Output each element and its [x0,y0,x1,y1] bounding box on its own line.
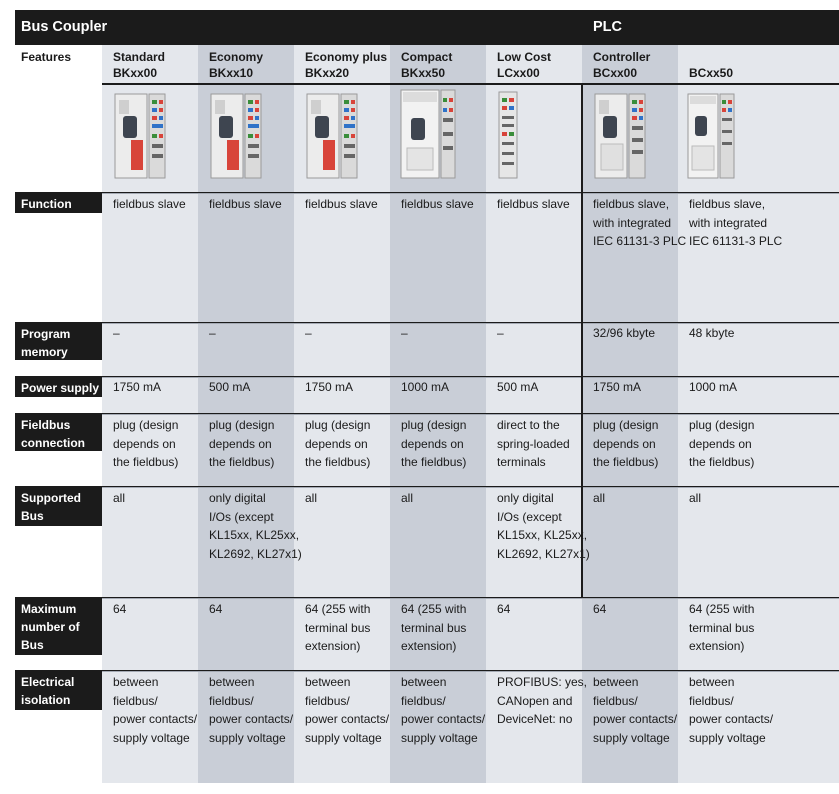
table-cell: only digital I/Os (except KL15xx, KL25xx, KL2692, KL27x1) [209,491,302,561]
table-cell: fieldbus slave [209,197,282,211]
row-label-supported-bus-terminals: Supported Bus Terminals [15,487,102,526]
column-code: BKxx20 [305,66,350,80]
table-cell: between fieldbus/ power contacts/ supply voltage [113,675,198,745]
column-name: Standard [113,50,166,64]
module-image-lc-low-cost [497,90,521,180]
table-cell: plug (design depends on the fieldbus) [209,418,275,469]
column-code: BKxx10 [209,66,254,80]
table-cell: between fieldbus/ power contacts/ supply voltage [305,675,390,745]
table-cell: between fieldbus/ power contacts/ supply voltage [593,675,678,745]
table-cell: all [305,491,318,505]
table-cell: fieldbus slave [401,197,474,211]
column-header-economy [209,49,263,81]
row-label-fieldbus-connection: Fieldbus connection [15,414,102,451]
column-name: Economy plus [305,50,388,64]
column-header-low-cost [497,49,551,81]
table-cell: all [689,491,702,505]
table-cell: all [113,491,126,505]
column-code: LCxx00 [497,66,540,80]
table-cell: 64 [497,602,511,616]
features-label: Features [21,50,72,64]
table-cell: fieldbus slave, with integrated IEC 61131-3 PLC [689,197,783,248]
table-cell: direct to the spring-loaded terminals [497,418,570,469]
column-header-standard [113,49,165,81]
table-cell: fieldbus slave [305,197,378,211]
table-cell: 500 mA [497,380,539,394]
column-header-compact [401,49,452,81]
header-divider [102,83,839,85]
row-divider [102,598,839,599]
table-cell: 1750 mA [113,380,162,394]
row-label-power-supply: Power supply [15,377,102,397]
table-cell: 1000 mA [689,380,738,394]
row-divider [102,487,839,488]
table-cell: fieldbus slave [113,197,186,211]
column-header-economy-plus [305,49,387,81]
table-cell: PROFIBUS: yes, CANopen and DeviceNet: no [497,675,588,726]
module-image-bk-compact [399,88,459,182]
column-name: Controller [593,50,651,64]
table-cell: 48 kbyte [689,326,735,340]
title-bus-coupler: Bus Coupler [21,19,108,35]
row-divider [102,193,839,194]
table-cell: – [497,326,504,340]
table-cell: 500 mA [209,380,251,394]
table-cell: 64 (255 with terminal bus extension) [401,602,467,653]
row-label-function: Function [15,193,102,213]
row-divider [102,671,839,672]
table-cell: 64 (255 with terminal bus extension) [305,602,371,653]
title-bar [15,10,839,45]
column-code: BCxx50 [689,66,734,80]
table-cell: 64 [593,602,607,616]
column-name: Low Cost [497,50,551,64]
table-cell: 64 [209,602,223,616]
table-cell: between fieldbus/ power contacts/ supply voltage [209,675,294,745]
table-cell: – [113,326,120,340]
module-image-bc-xx50 [686,90,736,182]
column-name [689,49,733,65]
table-cell: plug (design depends on the fieldbus) [401,418,467,469]
table-cell: 64 [113,602,127,616]
table-cell: plug (design depends on the fieldbus) [593,418,659,469]
table-cell: between fieldbus/ power contacts/ supply voltage [689,675,774,745]
column-code: BCxx00 [593,66,638,80]
module-image-bk-economy-plus [305,90,361,182]
table-cell: – [209,326,216,340]
table-cell: 1000 mA [401,380,450,394]
table-cell: between fieldbus/ power contacts/ supply voltage [401,675,486,745]
table-cell: fieldbus slave [497,197,570,211]
column-header-bcxx50 [689,49,733,81]
table-cell: plug (design depends on the fieldbus) [305,418,371,469]
row-label-max-bus-terminals: Maximum number of Bus Terminals [15,598,102,655]
row-divider [102,414,839,415]
table-cell: – [401,326,408,340]
table-cell: – [305,326,312,340]
row-label-electrical-isolation: Electrical isolation [15,671,102,710]
table-cell: 32/96 kbyte [593,326,656,340]
table-cell: 64 (255 with terminal bus extension) [689,602,755,653]
column-code: BKxx50 [401,66,446,80]
title-plc: PLC [593,19,622,35]
column-code: BKxx00 [113,66,158,80]
column-name: Economy [209,50,264,64]
module-image-bc-controller [593,90,649,182]
table-cell: plug (design depends on the fieldbus) [113,418,179,469]
table-cell: all [593,491,606,505]
table-cell: fieldbus slave, with integrated IEC 61131-3 PLC [593,197,687,248]
table-cell: 1750 mA [305,380,354,394]
column-name: Compact [401,50,453,64]
module-image-bk-economy [209,90,265,182]
table-cell: 1750 mA [593,380,642,394]
table-cell: all [401,491,414,505]
module-image-bk-standard [113,90,169,182]
table-cell: only digital I/Os (except KL15xx, KL25xx, KL2692, KL27x1) [497,491,590,561]
table-cell: plug (design depends on the fieldbus) [689,418,755,469]
row-label-program-memory: Program memory [15,323,102,360]
column-header-controller [593,49,650,81]
